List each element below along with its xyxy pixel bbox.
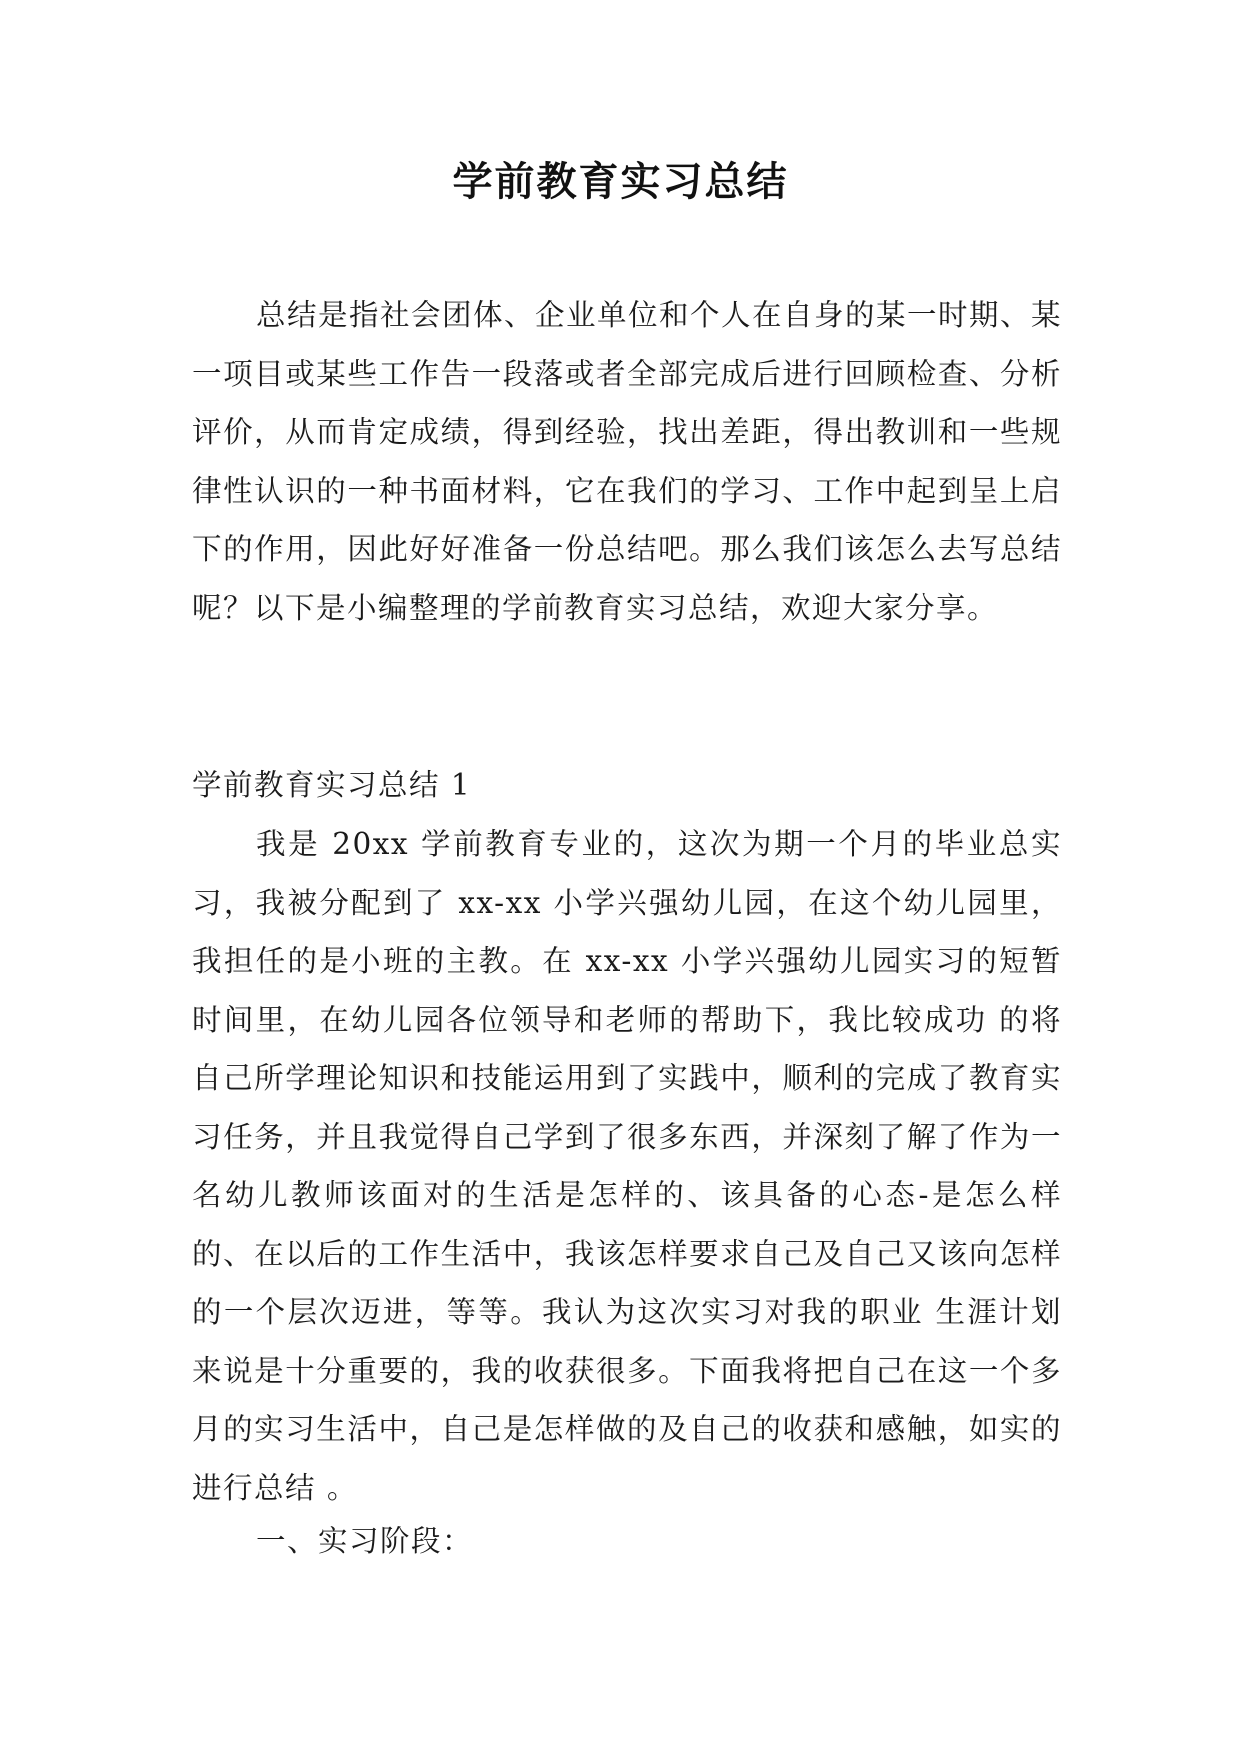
section-body-paragraph: 我是 20xx 学前教育专业的，这次为期一个月的毕业总实习，我被分配到了 xx-xx 小学兴强幼儿园，在这个幼儿园里，我担任的是小班的主教。在 xx-xx 小学兴强幼儿园实习的短暂时间里，在幼儿园各位领导和老师的帮助下，我比较成功 的将自己所学理论知识和技能运用到了实践中，顺利的完成了教育实习任务，并且我觉得自己学到了很多东西，并深刻了解了作为一名幼儿教师该面对的生活是怎样的、该具备的心态-是怎么样的、在以后的工作生活中，我该怎样要求自己及自己又该向怎样的一个层次迈进，等等。我认为这次实习对我的职业 生涯计划来说是十分重要的，我的收获很多。下面我将把自己在这一个多月的实习生活中，自己是怎样做的及自己的收获和感触，如实的进行总结 。 bbox=[192, 827, 1062, 1505]
intro-paragraph: 总结是指社会团体、企业单位和个人在自身的某一时期、某一项目或某些工作告一段落或者全部完成后进行回顾检查、分析评价，从而肯定成绩，得到经验，找出差距，得出教训和一些规律性认识的一种书面材料，它在我们的学习、工作中起到呈上启下的作用，因此好好准备一份总结吧。那么我们该怎么去写总结呢？以下是小编整理的学前教育实习总结，欢迎大家分享。 bbox=[192, 298, 1063, 625]
section-heading: 学前教育实习总结 1 bbox=[192, 768, 472, 802]
subheading-internship-stage: 一、实习阶段： bbox=[256, 1524, 474, 1558]
document-title: 学前教育实习总结 bbox=[452, 159, 789, 205]
